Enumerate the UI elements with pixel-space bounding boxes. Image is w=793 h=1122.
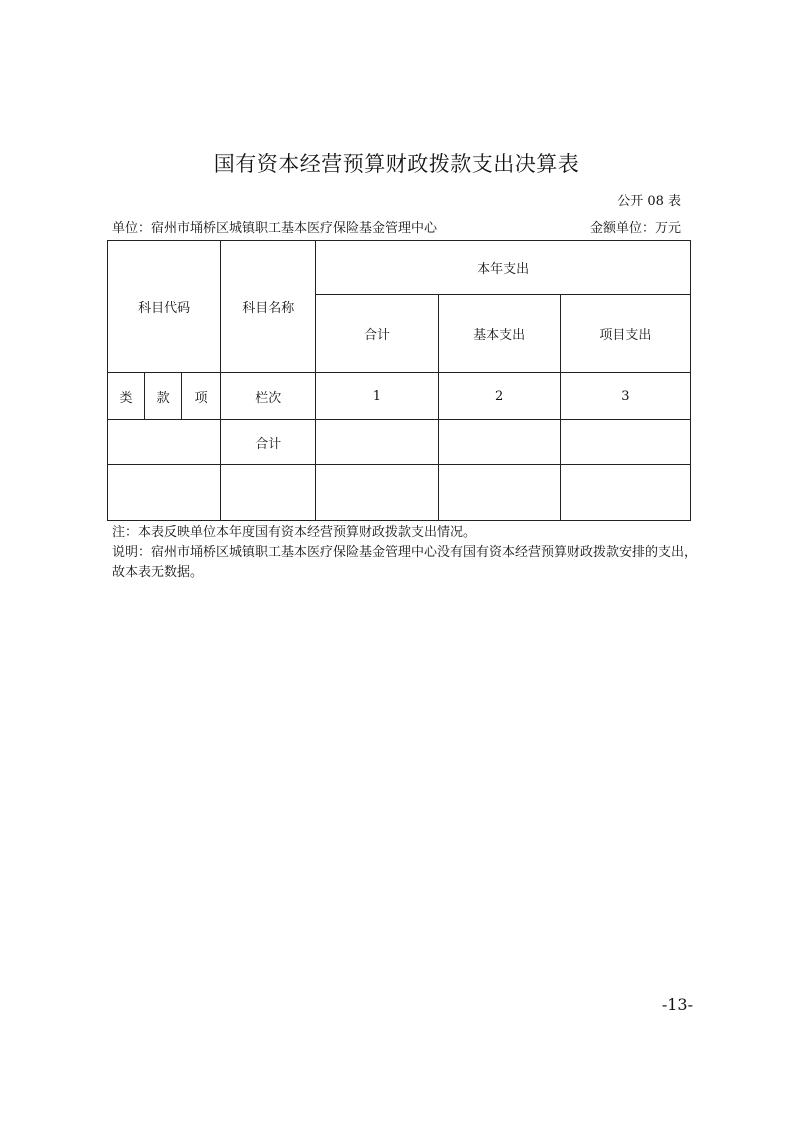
header-column-order: 栏次 bbox=[221, 373, 316, 420]
notes-section bbox=[112, 523, 697, 583]
sum-row-project bbox=[560, 420, 690, 465]
header-kuan: 款 bbox=[145, 373, 182, 420]
note-text: 注：本表反映单位本年度国有资本经营预算财政拨款支出情况。 bbox=[112, 525, 477, 540]
table-row bbox=[108, 465, 691, 521]
header-total: 合计 bbox=[316, 295, 438, 373]
expenditure-table bbox=[107, 240, 691, 521]
header-subject-name: 科目名称 bbox=[221, 241, 316, 373]
column-index-1: 1 bbox=[316, 373, 438, 420]
page-title: 国有资本经营预算财政拨款支出决算表 bbox=[213, 152, 580, 176]
header-xiang: 项 bbox=[182, 373, 221, 420]
header-lei: 类 bbox=[108, 373, 145, 420]
column-index-2: 2 bbox=[438, 373, 560, 420]
sum-row-code bbox=[108, 420, 221, 465]
header-project: 项目支出 bbox=[560, 295, 690, 373]
page-number: -13- bbox=[661, 995, 693, 1014]
unit-label: 单位：宿州市埇桥区城镇职工基本医疗保险基金管理中心 bbox=[112, 221, 438, 236]
empty-row-code bbox=[108, 465, 221, 521]
explanation-text: 说明：宿州市埇桥区城镇职工基本医疗保险基金管理中心没有国有资本经营预算财政拨款安排的支出，故本表无数据。 bbox=[112, 545, 698, 580]
column-index-3: 3 bbox=[560, 373, 690, 420]
amount-unit-label: 金额单位：万元 bbox=[589, 221, 681, 236]
header-current-year: 本年支出 bbox=[316, 241, 691, 295]
table-row bbox=[108, 420, 691, 465]
form-number: 公开 08 表 bbox=[617, 194, 681, 209]
empty-row-name bbox=[221, 465, 316, 521]
header-basic: 基本支出 bbox=[438, 295, 560, 373]
sum-row-label: 合计 bbox=[221, 420, 316, 465]
empty-row-total bbox=[316, 465, 438, 521]
empty-row-project bbox=[560, 465, 690, 521]
sum-row-total bbox=[316, 420, 438, 465]
header-subject-code: 科目代码 bbox=[108, 241, 221, 373]
empty-row-basic bbox=[438, 465, 560, 521]
sum-row-basic bbox=[438, 420, 560, 465]
